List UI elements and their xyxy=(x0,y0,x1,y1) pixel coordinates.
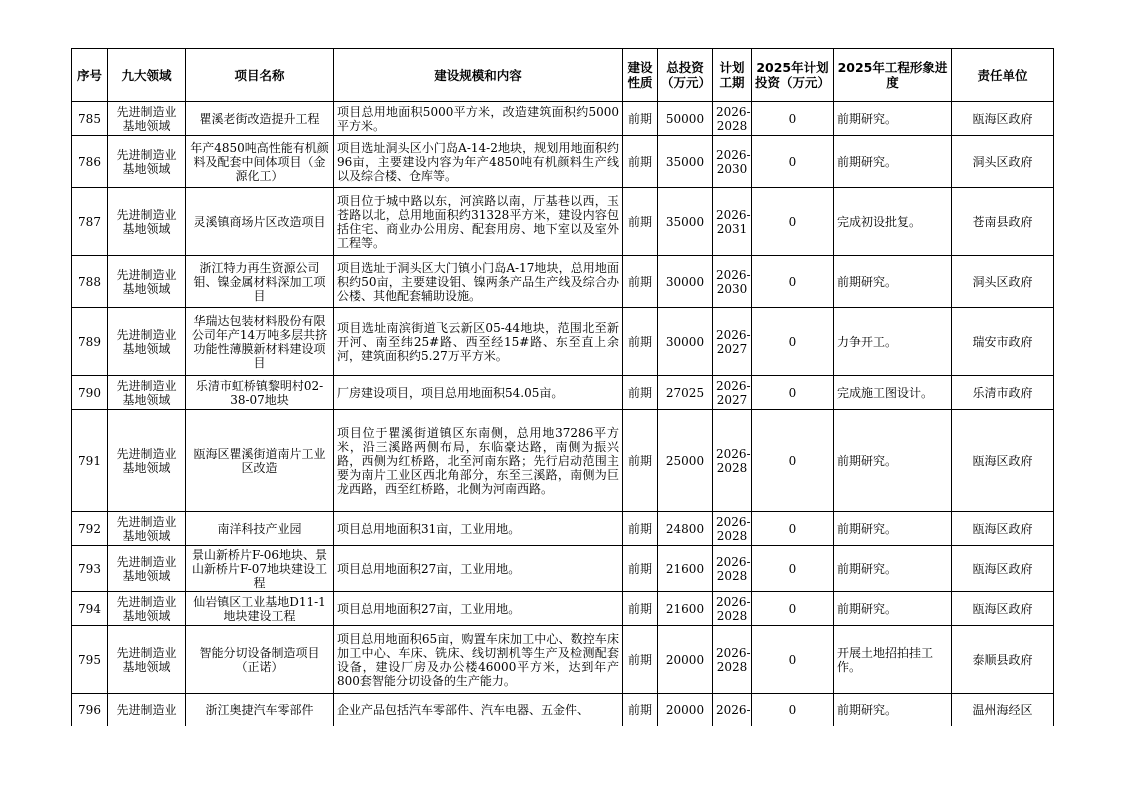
cell-name: 智能分切设备制造项目（正诺） xyxy=(186,626,334,694)
cell-plan: 0 xyxy=(752,512,834,546)
cell-period: 2026-2030 xyxy=(713,256,752,308)
table-row xyxy=(72,592,1054,626)
cell-total: 25000 xyxy=(658,410,713,512)
cell-domain: 先进制造业基地领域 xyxy=(108,136,186,188)
cell-total: 35000 xyxy=(658,136,713,188)
cell-period: 2026-2028 xyxy=(713,512,752,546)
cell-domain: 先进制造业基地领域 xyxy=(108,376,186,410)
cell-plan: 0 xyxy=(752,308,834,376)
cell-scale: 项目总用地面积31亩，工业用地。 xyxy=(334,512,623,546)
cell-domain: 先进制造业基地领域 xyxy=(108,512,186,546)
cell-total: 21600 xyxy=(658,546,713,592)
table-row xyxy=(72,308,1054,376)
cell-progress: 开展土地招拍挂工作。 xyxy=(834,626,952,694)
cell-plan: 0 xyxy=(752,256,834,308)
cell-nature: 前期 xyxy=(623,694,658,726)
cell-scale: 项目位于城中路以东，河滨路以南，厅基巷以西，玉苍路以北，总用地面积约31328平方米，建设内容包括住宅、商业办公用房、配套用房、地下室以及室外工程等。 xyxy=(334,188,623,256)
cell-unit: 温州海经区 xyxy=(952,694,1054,726)
cell-period: 2026-2028 xyxy=(713,626,752,694)
cell-scale: 项目选址于洞头区大门镇小门岛A-17地块，总用地面积约50亩，主要建设钼、镍两条产品生产线及综合办公楼、其他配套辅助设施。 xyxy=(334,256,623,308)
cell-scale: 项目选址洞头区小门岛A-14-2地块，规划用地面积约96亩，主要建设内容为年产4850吨有机颜料生产线以及综合楼、仓库等。 xyxy=(334,136,623,188)
cell-progress: 完成初设批复。 xyxy=(834,188,952,256)
cell-domain: 先进制造业基地领域 xyxy=(108,546,186,592)
cell-period: 2026-2031 xyxy=(713,188,752,256)
cell-period: 2026-2028 xyxy=(713,546,752,592)
cell-progress: 前期研究。 xyxy=(834,512,952,546)
cell-nature: 前期 xyxy=(623,256,658,308)
cell-name: 浙江特力再生资源公司钼、镍金属材料深加工项目 xyxy=(186,256,334,308)
cell-progress: 完成施工图设计。 xyxy=(834,376,952,410)
table-header-row xyxy=(72,49,1054,102)
cell-progress: 前期研究。 xyxy=(834,102,952,136)
cell-domain: 先进制造业基地领域 xyxy=(108,592,186,626)
table-row xyxy=(72,694,1054,726)
cell-scale: 企业产品包括汽车零部件、汽车电器、五金件、 xyxy=(334,694,623,726)
cell-plan: 0 xyxy=(752,694,834,726)
cell-name: 年产4850吨高性能有机颜料及配套中间体项目（金源化工） xyxy=(186,136,334,188)
table-row xyxy=(72,410,1054,512)
cell-total: 30000 xyxy=(658,308,713,376)
table-body xyxy=(72,102,1054,726)
cell-progress: 力争开工。 xyxy=(834,308,952,376)
cell-name: 灵溪镇商场片区改造项目 xyxy=(186,188,334,256)
cell-unit: 乐清市政府 xyxy=(952,376,1054,410)
cell-nature: 前期 xyxy=(623,376,658,410)
header-progress: 2025年工程形象进度 xyxy=(834,49,952,102)
cell-domain: 先进制造业基地领域 xyxy=(108,626,186,694)
header-name: 项目名称 xyxy=(186,49,334,102)
cell-progress: 前期研究。 xyxy=(834,546,952,592)
cell-scale: 项目总用地面积27亩，工业用地。 xyxy=(334,546,623,592)
cell-progress: 前期研究。 xyxy=(834,592,952,626)
cell-nature: 前期 xyxy=(623,102,658,136)
cell-nature: 前期 xyxy=(623,188,658,256)
cell-plan: 0 xyxy=(752,592,834,626)
cell-plan: 0 xyxy=(752,136,834,188)
cell-plan: 0 xyxy=(752,410,834,512)
cell-unit: 瓯海区政府 xyxy=(952,546,1054,592)
cell-scale: 项目总用地面积65亩，购置车床加工中心、数控车床加工中心、车床、铣床、线切割机等生产及检测配套设备，建设厂房及办公楼46000平方米，达到年产800套智能分切设备的生产能力。 xyxy=(334,626,623,694)
cell-seq: 791 xyxy=(72,410,108,512)
cell-total: 20000 xyxy=(658,626,713,694)
cell-name: 瓯海区瞿溪街道南片工业区改造 xyxy=(186,410,334,512)
cell-total: 50000 xyxy=(658,102,713,136)
header-total: 总投资（万元） xyxy=(658,49,713,102)
cell-total: 35000 xyxy=(658,188,713,256)
cell-seq: 795 xyxy=(72,626,108,694)
cell-name: 乐清市虹桥镇黎明村02-38-07地块 xyxy=(186,376,334,410)
cell-unit: 瓯海区政府 xyxy=(952,512,1054,546)
cell-progress: 前期研究。 xyxy=(834,256,952,308)
cell-plan: 0 xyxy=(752,626,834,694)
cell-name: 华瑞达包装材料股份有限公司年产14万吨多层共挤功能性薄膜新材料建设项目 xyxy=(186,308,334,376)
cell-period: 2026- xyxy=(713,694,752,726)
cell-unit: 苍南县政府 xyxy=(952,188,1054,256)
header-seq: 序号 xyxy=(72,49,108,102)
cell-domain: 先进制造业基地领域 xyxy=(108,308,186,376)
header-domain: 九大领域 xyxy=(108,49,186,102)
cell-unit: 泰顺县政府 xyxy=(952,626,1054,694)
table-row xyxy=(72,376,1054,410)
cell-nature: 前期 xyxy=(623,546,658,592)
cell-period: 2026-2028 xyxy=(713,410,752,512)
cell-total: 21600 xyxy=(658,592,713,626)
cell-seq: 793 xyxy=(72,546,108,592)
table-row xyxy=(72,626,1054,694)
cell-seq: 787 xyxy=(72,188,108,256)
cell-period: 2026-2028 xyxy=(713,592,752,626)
table-row xyxy=(72,512,1054,546)
table-row xyxy=(72,546,1054,592)
cell-name: 景山新桥片F-06地块、景山新桥片F-07地块建设工程 xyxy=(186,546,334,592)
header-scale: 建设规模和内容 xyxy=(334,49,623,102)
project-table-container xyxy=(71,48,1054,726)
cell-domain: 先进制造业基地领域 xyxy=(108,102,186,136)
cell-name: 仙岩镇区工业基地D11-1地块建设工程 xyxy=(186,592,334,626)
cell-nature: 前期 xyxy=(623,410,658,512)
cell-domain: 先进制造业 xyxy=(108,694,186,726)
cell-period: 2026-2027 xyxy=(713,376,752,410)
cell-period: 2026-2028 xyxy=(713,102,752,136)
cell-seq: 789 xyxy=(72,308,108,376)
cell-domain: 先进制造业基地领域 xyxy=(108,256,186,308)
cell-unit: 瑞安市政府 xyxy=(952,308,1054,376)
cell-total: 30000 xyxy=(658,256,713,308)
header-plan: 2025年计划投资（万元） xyxy=(752,49,834,102)
cell-scale: 厂房建设项目，项目总用地面积54.05亩。 xyxy=(334,376,623,410)
cell-plan: 0 xyxy=(752,102,834,136)
cell-unit: 瓯海区政府 xyxy=(952,410,1054,512)
table-row xyxy=(72,102,1054,136)
header-unit: 责任单位 xyxy=(952,49,1054,102)
cell-nature: 前期 xyxy=(623,136,658,188)
cell-seq: 792 xyxy=(72,512,108,546)
cell-nature: 前期 xyxy=(623,308,658,376)
cell-name: 南洋科技产业园 xyxy=(186,512,334,546)
cell-domain: 先进制造业基地领域 xyxy=(108,410,186,512)
cell-plan: 0 xyxy=(752,546,834,592)
cell-period: 2026-2027 xyxy=(713,308,752,376)
cell-scale: 项目选址南滨街道飞云新区05-44地块，范围北至新开河、南至纬25#路、西至经15#路、东至直上余河，建筑面积约5.27万平方米。 xyxy=(334,308,623,376)
cell-unit: 瓯海区政府 xyxy=(952,592,1054,626)
cell-plan: 0 xyxy=(752,376,834,410)
cell-seq: 796 xyxy=(72,694,108,726)
cell-name: 浙江奥捷汽车零部件 xyxy=(186,694,334,726)
cell-seq: 794 xyxy=(72,592,108,626)
cell-progress: 前期研究。 xyxy=(834,136,952,188)
header-nature: 建设性质 xyxy=(623,49,658,102)
cell-domain: 先进制造业基地领域 xyxy=(108,188,186,256)
cell-period: 2026-2030 xyxy=(713,136,752,188)
cell-seq: 786 xyxy=(72,136,108,188)
cell-progress: 前期研究。 xyxy=(834,410,952,512)
cell-scale: 项目总用地面积5000平方米，改造建筑面积约5000平方米。 xyxy=(334,102,623,136)
table-row xyxy=(72,136,1054,188)
cell-unit: 洞头区政府 xyxy=(952,256,1054,308)
cell-total: 20000 xyxy=(658,694,713,726)
cell-total: 24800 xyxy=(658,512,713,546)
table-row xyxy=(72,188,1054,256)
cell-plan: 0 xyxy=(752,188,834,256)
cell-seq: 788 xyxy=(72,256,108,308)
project-table xyxy=(71,48,1054,726)
cell-scale: 项目总用地面积27亩，工业用地。 xyxy=(334,592,623,626)
cell-scale: 项目位于瞿溪街道镇区东南侧，总用地37286平方米，沿三溪路两侧布局，东临豪达路，南侧为振兴路，西侧为红桥路，北至河南东路；先行启动范围主要为南片工业区西北角部分，东至三溪路，南侧为巨龙西路，西至红桥路，北侧为河南西路。 xyxy=(334,410,623,512)
cell-total: 27025 xyxy=(658,376,713,410)
cell-unit: 洞头区政府 xyxy=(952,136,1054,188)
table-row xyxy=(72,256,1054,308)
cell-name: 瞿溪老街改造提升工程 xyxy=(186,102,334,136)
cell-nature: 前期 xyxy=(623,592,658,626)
header-period: 计划工期 xyxy=(713,49,752,102)
cell-nature: 前期 xyxy=(623,512,658,546)
cell-progress: 前期研究。 xyxy=(834,694,952,726)
cell-nature: 前期 xyxy=(623,626,658,694)
cell-seq: 790 xyxy=(72,376,108,410)
cell-unit: 瓯海区政府 xyxy=(952,102,1054,136)
cell-seq: 785 xyxy=(72,102,108,136)
